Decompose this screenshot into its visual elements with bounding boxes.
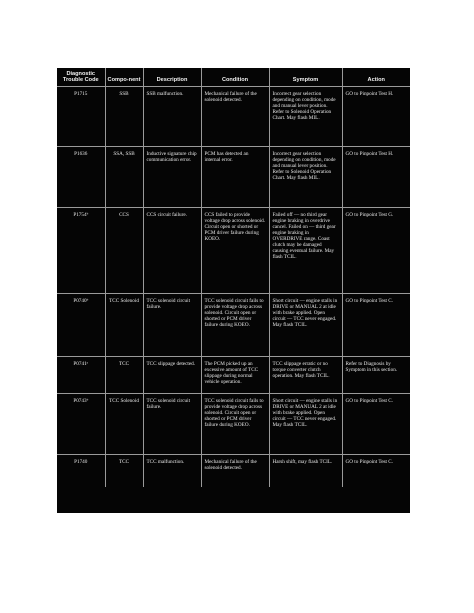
cell-symptom: Incorrect gear selection depending on condition, mode and manual lever position. Refer to Solenoid Operation Chart. May flash MIL. <box>269 146 342 207</box>
cell-description: TCC solenoid circuit failure. <box>143 293 201 356</box>
cell-action: GO to Pinpoint Test G. <box>342 207 410 293</box>
cell-description: TCC solenoid circuit failure. <box>143 393 201 454</box>
table-header-row <box>57 68 410 86</box>
header-description: Description <box>143 68 201 86</box>
cell-component: TCC <box>105 356 143 393</box>
cell-code: P0741ᵃ <box>57 356 105 393</box>
header-component: Compo-nent <box>105 68 143 86</box>
cell-code: P1740 <box>57 454 105 487</box>
dtc-table-sheet <box>57 68 410 513</box>
cell-condition: Mechanical failure of the solenoid detected. <box>201 454 269 487</box>
cell-action: GO to Pinpoint Test C. <box>342 454 410 487</box>
cell-code: P0740ᵇ <box>57 293 105 356</box>
cell-symptom: Short circuit — engine stalls in DRIVE or MANUAL 2 at idle with brake applied. Open circuit — TCC never engaged. May flash TCIL. <box>269 393 342 454</box>
table-row <box>57 356 410 393</box>
cell-description: Inductive signature chip communication error. <box>143 146 201 207</box>
cell-condition: PCM has detected an internal error. <box>201 146 269 207</box>
cell-action: GO to Pinpoint Test C. <box>342 293 410 356</box>
cell-code: P1715 <box>57 86 105 146</box>
cell-condition: TCC solenoid circuit fails to provide voltage drop across solenoid. Circuit open or shorted or PCM driver failure during KOEO. <box>201 293 269 356</box>
header-code: Diagnostic Trouble Code <box>57 68 105 86</box>
cell-component: CCS <box>105 207 143 293</box>
cell-symptom: Short circuit — engine stalls in DRIVE or MANUAL 2 at idle with brake applied. Open circuit — TCC never engaged. May flash TCIL. <box>269 293 342 356</box>
cell-symptom: TCC slippage erratic or no torque converter clutch operation. May flash TCIL. <box>269 356 342 393</box>
cell-description: TCC slippage detected. <box>143 356 201 393</box>
header-symptom: Symptom <box>269 68 342 86</box>
cell-code: P1754ᵇ <box>57 207 105 293</box>
table-row <box>57 146 410 207</box>
dtc-table <box>57 68 410 487</box>
cell-action: GO to Pinpoint Test H. <box>342 146 410 207</box>
cell-component: SSB <box>105 86 143 146</box>
cell-description: SSB malfunction. <box>143 86 201 146</box>
header-condition: Condition <box>201 68 269 86</box>
table-row <box>57 454 410 487</box>
cell-condition: TCC solenoid circuit fails to provide voltage drop across solenoid. Circuit open or shorted or PCM driver failure during KOEO. <box>201 393 269 454</box>
cell-condition: Mechanical failure of the solenoid detected. <box>201 86 269 146</box>
cell-symptom: Failed off — no third gear engine braking in overdrive cancel. Failed on — third gear engine braking in OVERDRIVE range. Coast clutch may be damaged causing eventual failure. May flash TCIL. <box>269 207 342 293</box>
cell-code: P0743ᵇ <box>57 393 105 454</box>
table-row <box>57 393 410 454</box>
cell-component: TCC Solenoid <box>105 293 143 356</box>
cell-symptom: Harsh shift, may flash TCIL. <box>269 454 342 487</box>
table-row <box>57 293 410 356</box>
cell-action: Refer to Diagnosis by Symptom in this section. <box>342 356 410 393</box>
cell-component: SSA, SSB <box>105 146 143 207</box>
table-row <box>57 86 410 146</box>
cell-condition: CCS failed to provide voltage drop across solenoid. Circuit open or shorted or PCM driver failure during KOEO. <box>201 207 269 293</box>
cell-condition: The PCM picked up an excessive amount of TCC slippage during normal vehicle operation. <box>201 356 269 393</box>
cell-component: TCC Solenoid <box>105 393 143 454</box>
header-action: Action <box>342 68 410 86</box>
cell-action: GO to Pinpoint Test H. <box>342 86 410 146</box>
cell-code: P1636 <box>57 146 105 207</box>
cell-description: CCS circuit failure. <box>143 207 201 293</box>
cell-symptom: Incorrect gear selection depending on condition, mode and manual lever position. Refer to Solenoid Operation Chart. May flash MIL. <box>269 86 342 146</box>
cell-component: TCC <box>105 454 143 487</box>
table-row <box>57 207 410 293</box>
cell-action: GO to Pinpoint Test C. <box>342 393 410 454</box>
cell-description: TCC malfunction. <box>143 454 201 487</box>
